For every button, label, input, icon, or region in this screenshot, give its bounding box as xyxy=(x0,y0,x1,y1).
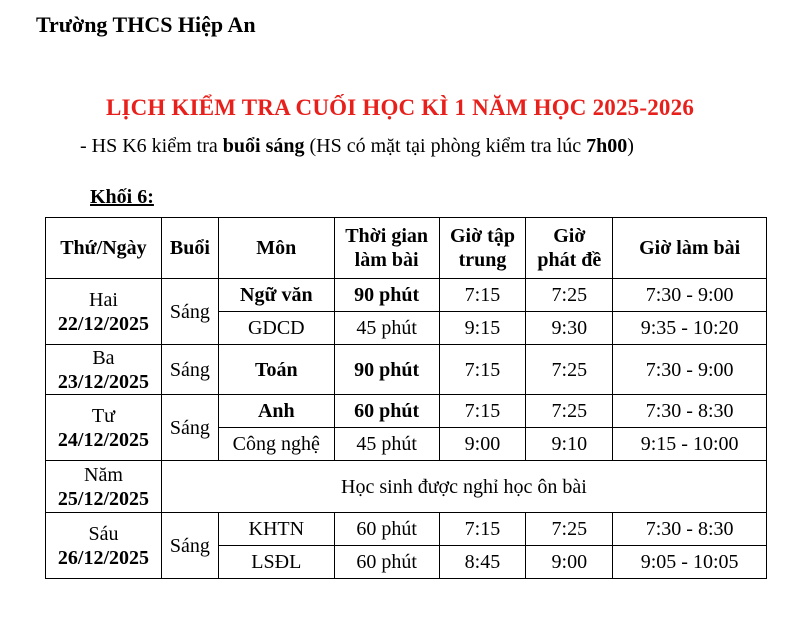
header-hand-line1: Giờ xyxy=(553,225,586,247)
day-name: Sáu xyxy=(88,522,119,545)
header-handout-time xyxy=(526,218,613,279)
table-row xyxy=(46,395,767,428)
subject-cell: LSĐL xyxy=(218,546,334,579)
table-row xyxy=(46,345,767,395)
day-cell xyxy=(46,345,162,395)
handout-cell: 7:25 xyxy=(526,395,613,428)
handout-cell: 9:30 xyxy=(526,312,613,345)
gather-cell: 8:45 xyxy=(439,546,526,579)
day-date: 22/12/2025 xyxy=(57,312,150,335)
gather-cell: 7:15 xyxy=(439,513,526,546)
work-cell: 9:05 - 10:05 xyxy=(613,546,767,579)
day-date: 26/12/2025 xyxy=(57,546,150,569)
day-name: Tư xyxy=(91,404,115,427)
gather-cell: 7:15 xyxy=(439,345,526,395)
day-date: 25/12/2025 xyxy=(57,487,150,510)
session-cell: Sáng xyxy=(161,395,218,461)
work-cell: 7:30 - 8:30 xyxy=(613,513,767,546)
note-time: 7h00 xyxy=(586,135,628,157)
work-cell: 7:30 - 8:30 xyxy=(613,395,767,428)
day-cell xyxy=(46,395,162,461)
handout-cell: 7:25 xyxy=(526,345,613,395)
header-subject: Môn xyxy=(218,218,334,279)
school-name: Trường THCS Hiệp An xyxy=(36,12,256,37)
day-name: Hai xyxy=(89,288,118,311)
day-name: Năm xyxy=(84,463,123,486)
note-middle: (HS có mặt tại phòng kiểm tra lúc xyxy=(304,135,587,157)
day-cell xyxy=(46,513,162,579)
subject-cell: Công nghệ xyxy=(218,428,334,461)
session-cell: Sáng xyxy=(161,513,218,579)
header-gather-time xyxy=(439,218,526,279)
duration-cell: 60 phút xyxy=(334,546,439,579)
handout-cell: 7:25 xyxy=(526,513,613,546)
duration-cell: 60 phút xyxy=(334,395,439,428)
work-cell: 7:30 - 9:00 xyxy=(613,279,767,312)
gather-cell: 9:00 xyxy=(439,428,526,461)
page-title: LỊCH KIỂM TRA CUỐI HỌC KÌ 1 NĂM HỌC 2025-2026 xyxy=(105,95,695,120)
day-date: 24/12/2025 xyxy=(57,428,150,451)
table-row xyxy=(46,461,767,513)
exam-schedule-table xyxy=(45,217,767,579)
handout-cell: 7:25 xyxy=(526,279,613,312)
work-cell: 9:15 - 10:00 xyxy=(613,428,767,461)
subject-cell: KHTN xyxy=(218,513,334,546)
gather-cell: 7:15 xyxy=(439,279,526,312)
handout-cell: 9:00 xyxy=(526,546,613,579)
day-cell xyxy=(46,461,162,513)
day-off-note: Học sinh được nghỉ học ôn bài xyxy=(161,461,766,513)
note-session: buổi sáng xyxy=(222,135,305,157)
duration-cell: 60 phút xyxy=(334,513,439,546)
header-hand-line2: phát đề xyxy=(537,249,602,271)
note-prefix: - HS K6 kiểm tra xyxy=(80,135,223,157)
session-cell: Sáng xyxy=(161,345,218,395)
header-gather-line2: trung xyxy=(458,249,507,271)
day-cell xyxy=(46,279,162,345)
note-suffix: ) xyxy=(627,135,634,157)
subject-cell: GDCD xyxy=(218,312,334,345)
gather-cell: 7:15 xyxy=(439,395,526,428)
day-name: Ba xyxy=(92,346,115,369)
header-duration-line2: làm bài xyxy=(354,249,419,271)
header-gather-line1: Giờ tập xyxy=(449,225,515,247)
duration-cell: 90 phút xyxy=(334,345,439,395)
table-row xyxy=(46,513,767,546)
work-cell: 7:30 - 9:00 xyxy=(613,345,767,395)
exam-note xyxy=(80,135,634,158)
header-day: Thứ/Ngày xyxy=(46,218,162,279)
subject-cell: Toán xyxy=(218,345,334,395)
subject-cell: Ngữ văn xyxy=(218,279,334,312)
duration-cell: 90 phút xyxy=(334,279,439,312)
table-row xyxy=(46,279,767,312)
work-cell: 9:35 - 10:20 xyxy=(613,312,767,345)
duration-cell: 45 phút xyxy=(334,312,439,345)
header-work-time: Giờ làm bài xyxy=(613,218,767,279)
gather-cell: 9:15 xyxy=(439,312,526,345)
header-duration xyxy=(334,218,439,279)
header-session: Buổi xyxy=(161,218,218,279)
subject-cell: Anh xyxy=(218,395,334,428)
grade-label: Khối 6: xyxy=(90,186,154,208)
header-duration-line1: Thời gian xyxy=(345,225,428,247)
session-cell: Sáng xyxy=(161,279,218,345)
handout-cell: 9:10 xyxy=(526,428,613,461)
duration-cell: 45 phút xyxy=(334,428,439,461)
day-date: 23/12/2025 xyxy=(57,370,150,393)
